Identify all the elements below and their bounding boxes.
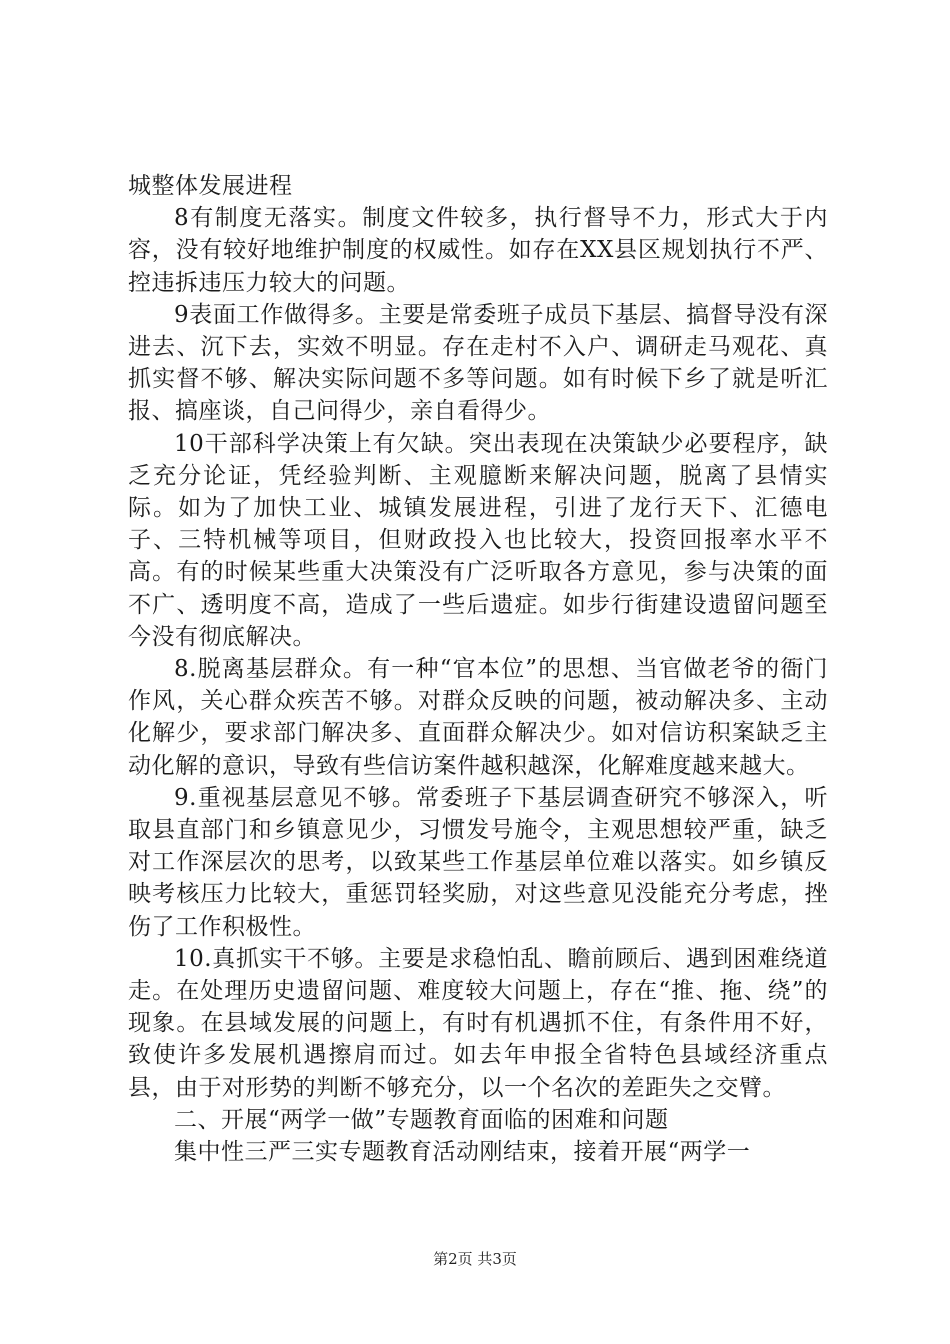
paragraph-item-8-dot: 8.脱离基层群众。有一种“官本位”的思想、当官做老爷的衙门作风，关心群众疾苦不够。对群众反映的问题，被动解决多、主动化解少，要求部门解决多、直面群众解决少。如对信访积案缺乏主动化解的意识，导致有些信访案件越积越深，化解难度越来越大。 [128, 656, 828, 779]
paragraph-intro: 集中性三严三实专题教育活动刚结束，接着开展“两学一 [174, 1139, 751, 1166]
document-body [128, 170, 828, 1168]
paragraph-item-10: 10干部科学决策上有欠缺。突出表现在决策缺少必要程序，缺乏充分论证，凭经验判断、主观臆断来解决问题，脱离了县情实际。如为了加快工业、城镇发展进程，引进了龙行天下、汇德电子、三特机械等项目，但财政投入也比较大，投资回报率水平不高。有的时候某些重大决策没有广泛听取各方意见，参与决策的面不广、透明度不高，造成了一些后遗症。如步行街建设遗留问题至今没有彻底解决。 [128, 430, 828, 650]
paragraph-item-9-dot: 9.重视基层意见不够。常委班子下基层调查研究不够深入，听取县直部门和乡镇意见少，习惯发号施令，主观思想较严重，缺乏对工作深层次的思考，以致某些工作基层单位难以落实。如乡镇反映考核压力比较大，重惩罚轻奖励，对这些意见没能充分考虑，挫伤了工作积极性。 [128, 784, 828, 940]
paragraph-item-8: 8有制度无落实。制度文件较多，执行督导不力，形式大于内容，没有较好地维护制度的权威性。如存在XX县区规划执行不严、控违拆违压力较大的问题。 [128, 205, 828, 296]
paragraph-item-9: 9表面工作做得多。主要是常委班子成员下基层、搞督导没有深进去、沉下去，实效不明显。存在走村不入户、调研走马观花、真抓实督不够、解决实际问题不多等问题。如有时候下乡了就是听汇报、搞座谈，自己问得少，亲自看得少。 [128, 301, 828, 425]
section-heading: 二、开展“两学一做”专题教育面临的困难和问题 [174, 1106, 669, 1133]
paragraph-item-10-dot: 10.真抓实干不够。主要是求稳怕乱、瞻前顾后、遇到困难绕道走。在处理历史遗留问题、难度较大问题上，存在“推、拖、绕”的现象。在县域发展的问题上，有时有机遇抓不住，有条件用不好，致使许多发展机遇擦肩而过。如去年申报全省特色县域经济重点县，由于对形势的判断不够充分，以一个名次的差距失之交臂。 [128, 945, 828, 1101]
page-number-footer: 第2页 共3页 [433, 1250, 517, 1268]
paragraph-continuation: 城整体发展进程 [128, 173, 293, 199]
